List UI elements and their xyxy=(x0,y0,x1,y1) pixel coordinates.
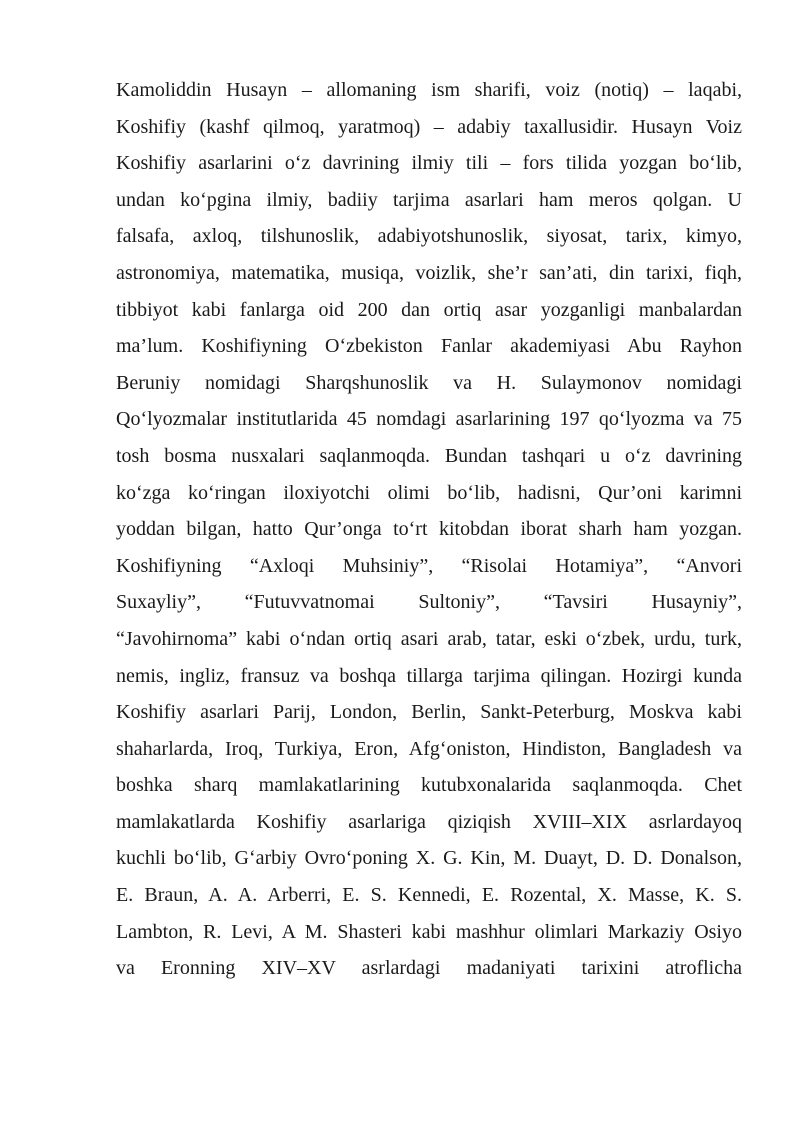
text-line: tosh bosma nusxalari saqlanmoqda. Bundan tashqari u o‘z davrining xyxy=(116,444,742,467)
text-line: astronomiya, matematika, musiqa, voizlik, she’r san’ati, din tarixi, fiqh, xyxy=(116,261,742,284)
text-line: Koshifiy (kashf qilmoq, yaratmoq) – adabiy taxallusidir. Husayn Voiz xyxy=(116,115,742,138)
text-line: shaharlarda, Iroq, Turkiya, Eron, Afg‘oniston, Hindiston, Bangladesh va xyxy=(116,737,742,760)
text-line: E. Braun, A. A. Arberri, E. S. Kennedi, E. Rozental, X. Masse, K. S. xyxy=(116,884,742,907)
text-line: Koshifiyning “Axloqi Muhsiniy”, “Risolai Hotamiya”, “Anvori xyxy=(116,554,742,577)
text-line: “Javohirnoma” kabi o‘ndan ortiq asari arab, tatar, eski o‘zbek, urdu, turk, xyxy=(116,627,742,650)
text-line: tibbiyot kabi fanlarga oid 200 dan ortiq asar yozganligi manbalardan xyxy=(116,298,742,321)
text-line: Qo‘lyozmalar institutlarida 45 nomdagi asarlarining 197 qo‘lyozma va 75 xyxy=(116,408,742,431)
text-line: Koshifiy asarlari Parij, London, Berlin, Sankt-Peterburg, Moskva kabi xyxy=(116,701,742,724)
text-line: Beruniy nomidagi Sharqshunoslik va H. Sulaymonov nomidagi xyxy=(116,371,742,394)
text-line: boshka sharq mamlakatlarining kutubxonalarida saqlanmoqda. Chet xyxy=(116,774,742,797)
text-line: kuchli bo‘lib, G‘arbiy Ovro‘poning X. G. Kin, M. Duayt, D. D. Donalson, xyxy=(116,847,742,870)
text-line: Suxayliy”, “Futuvvatnomai Sultoniy”, “Tavsiri Husayniy”, xyxy=(116,591,742,614)
text-line: nemis, ingliz, fransuz va boshqa tillarga tarjima qilingan. Hozirgi kunda xyxy=(116,664,742,687)
body-paragraph xyxy=(116,72,742,987)
text-line: Kamoliddin Husayn – allomaning ism sharifi, voiz (notiq) – laqabi, xyxy=(116,79,742,101)
text-line: ko‘zga ko‘ringan iloxiyotchi olimi bo‘lib, hadisni, Qur’oni karimni xyxy=(116,481,742,504)
text-line: va Eronning XIV–XV asrlardagi madaniyati tarixini atroflicha xyxy=(116,957,742,980)
text-line: ma’lum. Koshifiyning O‘zbekiston Fanlar akademiyasi Abu Rayhon xyxy=(116,335,742,358)
text-line: Koshifiy asarlarini o‘z davrining ilmiy tili – fors tilida yozgan bo‘lib, xyxy=(116,152,742,175)
text-line: yoddan bilgan, hatto Qur’onga to‘rt kitobdan iborat sharh ham yozgan. xyxy=(116,518,742,541)
text-line: falsafa, axloq, tilshunoslik, adabiyotshunoslik, siyosat, tarix, kimyo, xyxy=(116,225,742,248)
text-line: mamlakatlarda Koshifiy asarlariga qiziqish XVIII–XIX asrlardayoq xyxy=(116,810,742,833)
text-line: undan ko‘pgina ilmiy, badiiy tarjima asarlari ham meros qolgan. U xyxy=(116,188,742,211)
text-line: Lambton, R. Levi, A M. Shasteri kabi mashhur olimlari Markaziy Osiyo xyxy=(116,920,742,943)
